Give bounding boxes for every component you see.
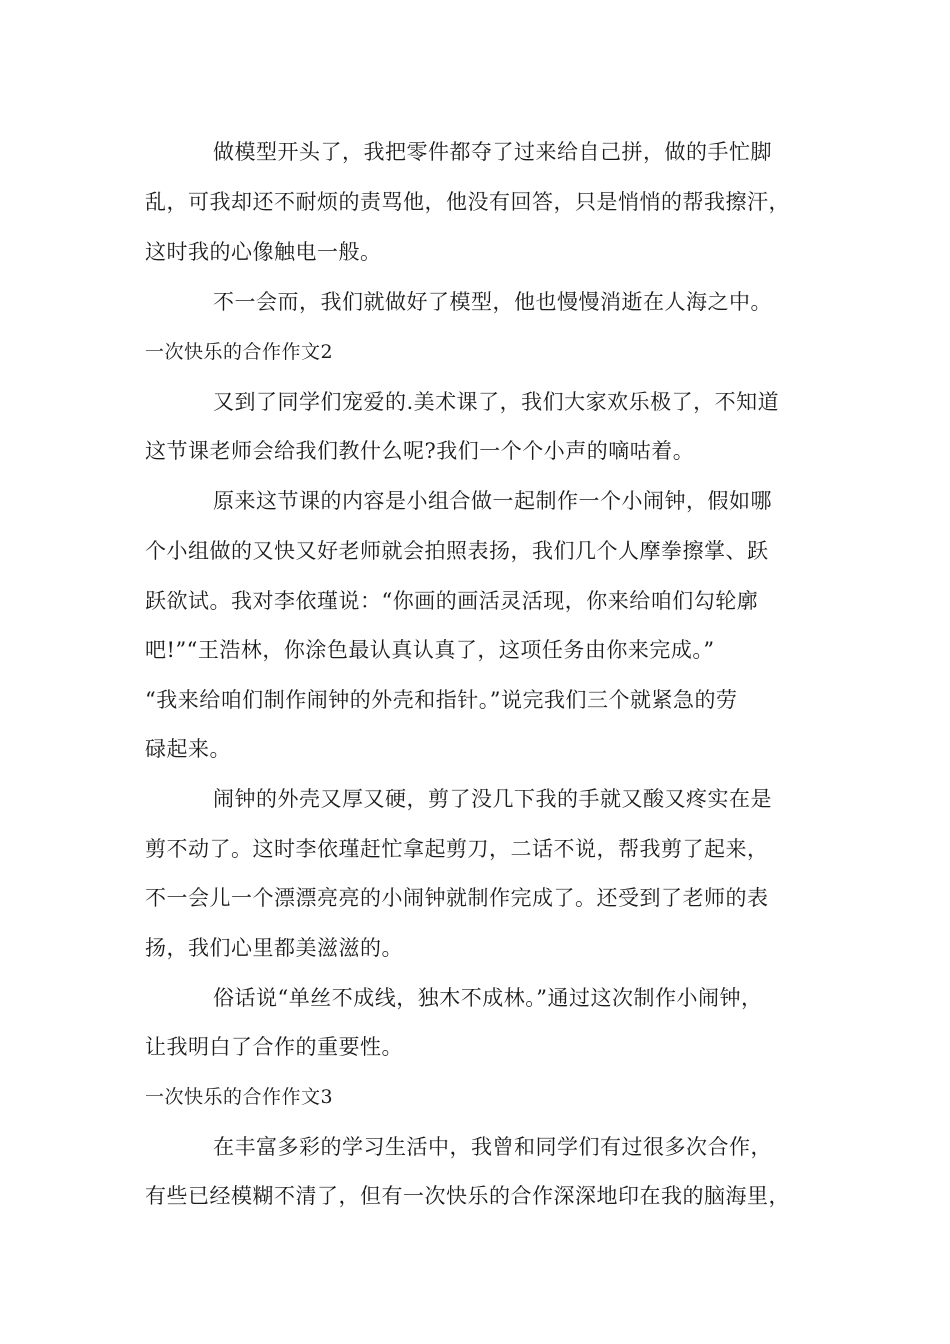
paragraph-line: 这时我的心像触电一般。 [145, 240, 382, 264]
paragraph-line: 不一会儿一个漂漂亮亮的小闹钟就制作完成了。还受到了老师的表 [145, 886, 769, 910]
paragraph-line: 原来这节课的内容是小组合做一起制作一个小闹钟，假如哪 [213, 489, 772, 513]
paragraph-line: 吧!”“王浩林，你涂色最认真认真了，这项任务由你来完成。” [145, 638, 715, 662]
paragraph-line: 俗话说“单丝不成线，独木不成林。”通过这次制作小闹钟， [213, 986, 763, 1010]
paragraph-line: 个小组做的又快又好老师就会拍照表扬，我们几个人摩拳擦掌、跃 [145, 539, 769, 563]
paragraph-line: 又到了同学们宠爱的.美术课了，我们大家欢乐极了，不知道 [213, 390, 780, 414]
paragraph-line: 不一会而，我们就做好了模型，他也慢慢消逝在人海之中。 [213, 290, 772, 314]
paragraph-line: 在丰富多彩的学习生活中，我曾和同学们有过很多次合作， [213, 1135, 772, 1159]
paragraph-line: “我来给咱们制作闹钟的外壳和指针。”说完我们三个就紧急的劳 [145, 688, 738, 712]
paragraph-line: 做模型开头了，我把零件都夺了过来给自己拼，做的手忙脚 [213, 140, 772, 164]
paragraph-line: 碌起来。 [145, 737, 231, 761]
section-heading: 一次快乐的合作作文2 [145, 341, 334, 363]
paragraph-line: 跃欲试。我对李依瑾说：“你画的画活灵活现，你来给咱们勾轮廓 [145, 589, 759, 613]
section-heading: 一次快乐的合作作文3 [145, 1086, 334, 1108]
paragraph-line: 这节课老师会给我们教什么呢?我们一个个小声的嘀咕着。 [145, 439, 695, 463]
paragraph-line: 有些已经模糊不清了，但有一次快乐的合作深深地印在我的脑海里， [145, 1184, 790, 1208]
paragraph-line: 扬，我们心里都美滋滋的。 [145, 936, 403, 960]
paragraph-line: 让我明白了合作的重要性。 [145, 1035, 403, 1059]
paragraph-line: 乱，可我却还不耐烦的责骂他，他没有回答，只是悄悄的帮我擦汗， [145, 190, 790, 214]
paragraph-line: 闹钟的外壳又厚又硬，剪了没几下我的手就又酸又疼实在是 [213, 787, 772, 811]
paragraph-line: 剪不动了。这时李依瑾赶忙拿起剪刀，二话不说，帮我剪了起来， [145, 837, 769, 861]
